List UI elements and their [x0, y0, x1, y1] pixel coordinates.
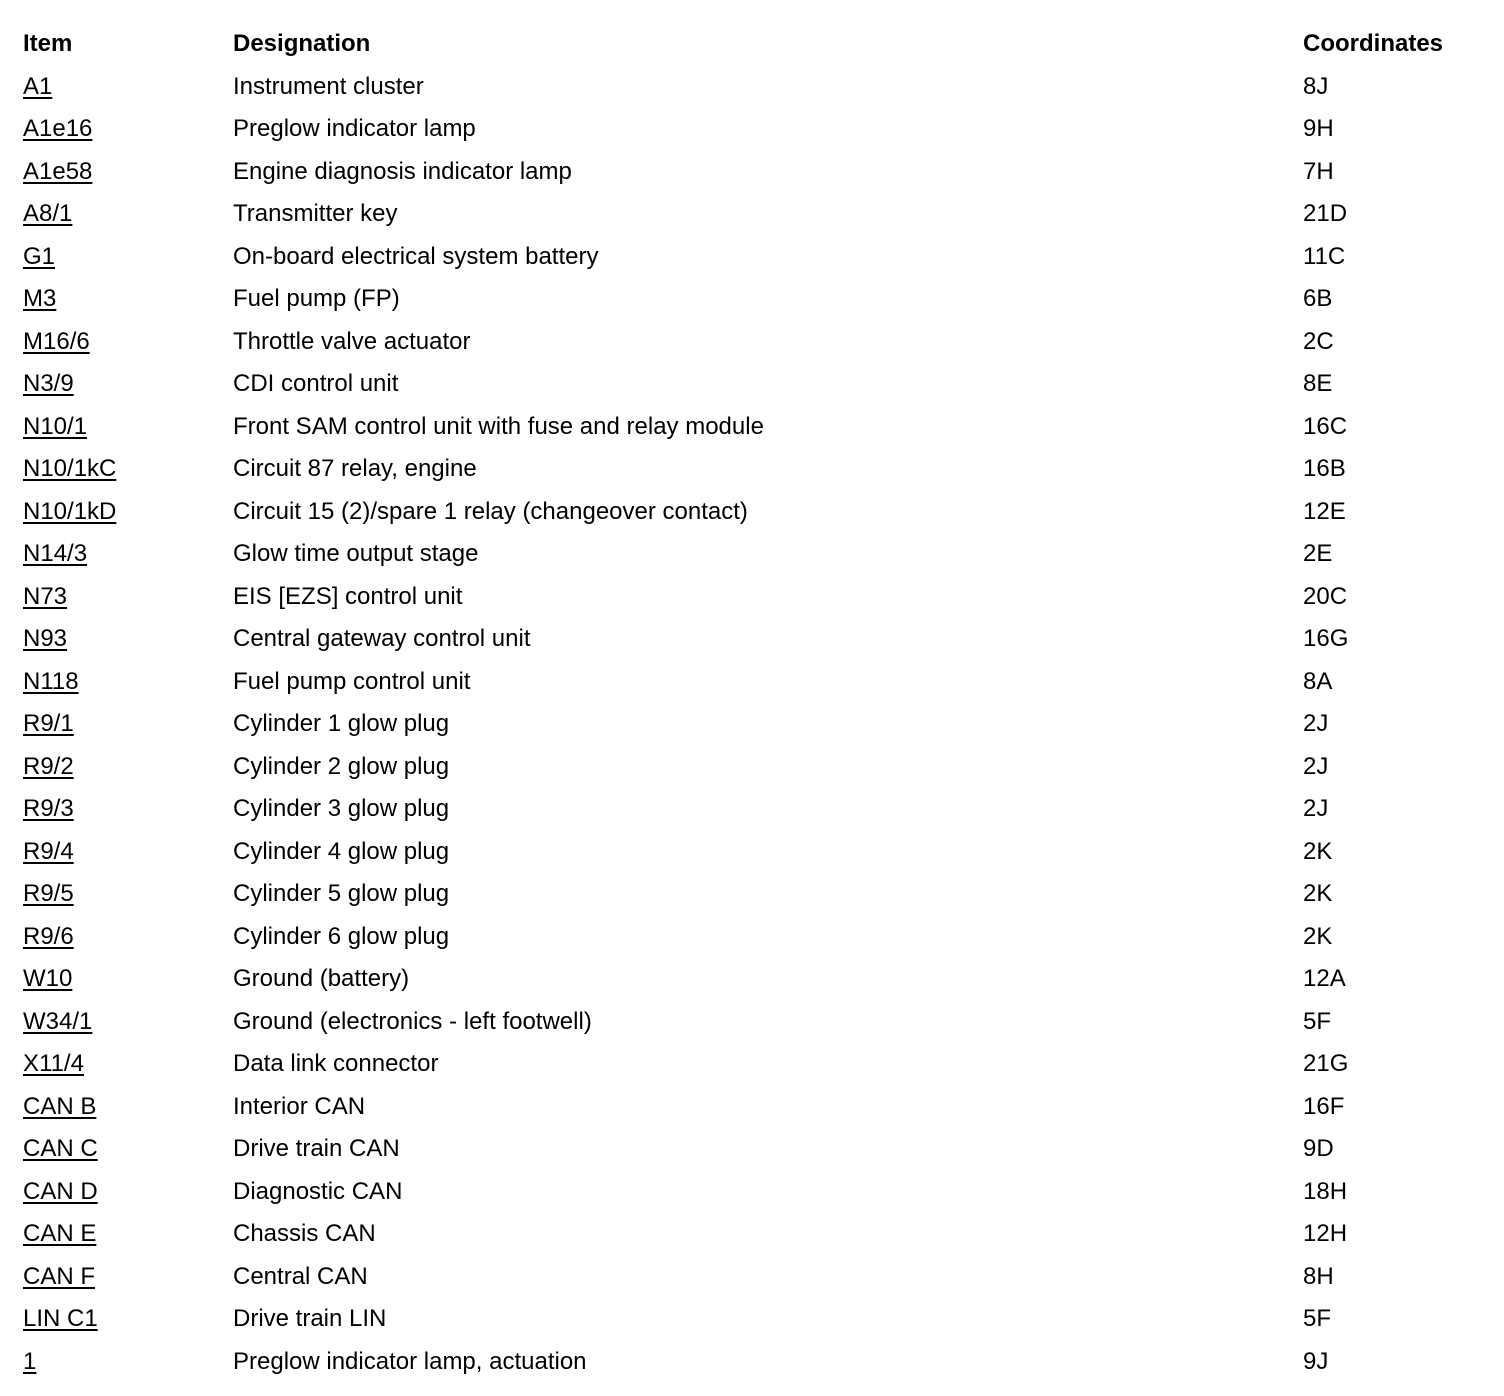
item-link[interactable]: CAN F	[23, 1262, 95, 1290]
coordinates-cell: 2K	[1303, 837, 1333, 865]
designation-cell: On-board electrical system battery	[233, 242, 599, 270]
item-link[interactable]: CAN C	[23, 1135, 98, 1162]
table-row	[0, 830, 1504, 873]
item-link[interactable]: R9/2	[23, 752, 74, 780]
item-link[interactable]: R9/5	[23, 880, 74, 907]
item-cell	[23, 1000, 92, 1044]
designation-cell: Transmitter key	[233, 200, 398, 227]
table-row	[0, 405, 1504, 448]
table-row	[0, 617, 1504, 660]
item-link[interactable]: N3/9	[23, 370, 74, 397]
table-row	[0, 872, 1504, 915]
designation-cell: Preglow indicator lamp, actuation	[233, 1347, 587, 1375]
designation-cell: Circuit 15 (2)/spare 1 relay (changeover contact)	[233, 497, 748, 525]
designation-cell: Cylinder 6 glow plug	[233, 922, 450, 950]
table-row	[0, 1255, 1504, 1298]
item-cell	[23, 745, 74, 789]
item-cell	[23, 277, 56, 321]
table-row	[0, 65, 1504, 108]
table-row	[0, 1127, 1504, 1170]
coordinates-cell: 9D	[1303, 1135, 1334, 1162]
coordinates-cell: 5F	[1303, 1305, 1332, 1332]
designation-cell: Central gateway control unit	[233, 625, 531, 652]
designation-cell: CDI control unit	[233, 370, 399, 397]
table-row	[0, 1170, 1504, 1213]
item-link[interactable]: M16/6	[23, 327, 90, 355]
header-item: Item	[23, 30, 73, 57]
table-row	[0, 107, 1504, 150]
designation-cell: Preglow indicator lamp	[233, 115, 476, 142]
item-link[interactable]: N93	[23, 625, 68, 652]
item-link[interactable]: CAN D	[23, 1177, 98, 1205]
item-link[interactable]: R9/3	[23, 795, 74, 822]
item-cell	[23, 150, 92, 194]
item-cell	[23, 490, 116, 534]
item-link[interactable]: A1e58	[23, 157, 93, 185]
item-cell	[23, 1255, 95, 1299]
table-row	[0, 787, 1504, 830]
coordinates-cell: 6B	[1303, 285, 1333, 312]
item-cell	[23, 1170, 98, 1214]
coordinates-cell: 2K	[1303, 922, 1333, 950]
item-link[interactable]: CAN B	[23, 1092, 97, 1120]
designation-cell: Throttle valve actuator	[233, 327, 471, 355]
coordinates-cell: 2C	[1303, 327, 1334, 355]
coordinates-cell: 8H	[1303, 1262, 1334, 1290]
designation-cell: Fuel pump control unit	[233, 667, 471, 695]
designation-cell: Cylinder 5 glow plug	[233, 880, 450, 907]
item-cell	[23, 830, 74, 874]
item-link[interactable]: N118	[23, 667, 79, 695]
designation-cell: Cylinder 2 glow plug	[233, 752, 450, 780]
coordinates-cell: 2E	[1303, 540, 1333, 567]
item-link[interactable]: N14/3	[23, 540, 88, 567]
coordinates-cell: 2J	[1303, 710, 1329, 737]
item-link[interactable]: LIN C1	[23, 1305, 98, 1332]
table-body	[0, 65, 1504, 1383]
item-cell	[23, 702, 74, 746]
designation-cell: Front SAM control unit with fuse and relay module	[233, 412, 764, 440]
item-cell	[23, 192, 72, 236]
table-row	[0, 192, 1504, 235]
item-link[interactable]: W34/1	[23, 1007, 93, 1035]
designation-cell: Ground (battery)	[233, 965, 410, 992]
table-row	[0, 150, 1504, 193]
item-cell	[23, 1212, 96, 1256]
header-coordinates: Coordinates	[1303, 30, 1444, 57]
designation-cell: Cylinder 3 glow plug	[233, 795, 450, 822]
designation-cell: Diagnostic CAN	[233, 1177, 403, 1205]
item-cell	[23, 787, 74, 831]
table-row	[0, 1297, 1504, 1340]
designation-cell: Chassis CAN	[233, 1220, 376, 1247]
item-link[interactable]: W10	[23, 965, 73, 992]
item-cell	[23, 362, 74, 406]
designation-cell: Cylinder 4 glow plug	[233, 837, 450, 865]
designation-cell: Circuit 87 relay, engine	[233, 455, 477, 482]
coordinates-cell: 8E	[1303, 370, 1333, 397]
item-cell	[23, 660, 79, 704]
designation-cell: EIS [EZS] control unit	[233, 582, 463, 610]
designation-cell: Fuel pump (FP)	[233, 285, 400, 312]
table-row	[0, 362, 1504, 405]
item-link[interactable]: X11/4	[23, 1050, 84, 1077]
item-cell	[23, 915, 74, 959]
table-row	[0, 320, 1504, 363]
coordinates-cell: 2J	[1303, 752, 1329, 780]
item-cell	[23, 1297, 98, 1341]
item-cell	[23, 65, 52, 109]
table-row	[0, 1000, 1504, 1043]
item-link[interactable]: R9/6	[23, 922, 74, 950]
item-link[interactable]: N73	[23, 582, 68, 610]
item-cell	[23, 617, 67, 661]
designation-cell: Glow time output stage	[233, 540, 479, 567]
item-cell	[23, 107, 92, 151]
coordinates-cell: 16G	[1303, 625, 1349, 652]
header-designation: Designation	[233, 30, 371, 57]
table-row	[0, 957, 1504, 1000]
designation-cell: Ground (electronics - left footwell)	[233, 1007, 592, 1035]
designation-cell: Central CAN	[233, 1262, 368, 1290]
coordinates-cell: 20C	[1303, 582, 1348, 610]
coordinates-cell: 8J	[1303, 72, 1329, 100]
coordinates-cell: 12E	[1303, 497, 1346, 525]
component-legend-table	[0, 22, 1504, 1382]
item-link[interactable]: M3	[23, 285, 57, 312]
item-cell	[23, 872, 74, 916]
coordinates-cell: 8A	[1303, 667, 1333, 695]
table-row	[0, 1042, 1504, 1085]
coordinates-cell: 16C	[1303, 412, 1348, 440]
item-cell	[23, 1085, 96, 1129]
table-row	[0, 532, 1504, 575]
table-row	[0, 1085, 1504, 1128]
item-link[interactable]: N10/1kD	[23, 497, 117, 525]
coordinates-cell: 16F	[1303, 1092, 1345, 1120]
item-link[interactable]: A8/1	[23, 200, 73, 227]
item-cell	[23, 1042, 84, 1086]
coordinates-cell: 2K	[1303, 880, 1333, 907]
designation-cell: Drive train CAN	[233, 1135, 400, 1162]
item-link[interactable]: R9/4	[23, 837, 74, 865]
item-link[interactable]: N10/1	[23, 412, 88, 440]
item-link[interactable]: CAN E	[23, 1220, 97, 1247]
designation-cell: Engine diagnosis indicator lamp	[233, 157, 572, 185]
table-row	[0, 1340, 1504, 1383]
item-link[interactable]: 1	[23, 1347, 37, 1375]
item-link[interactable]: R9/1	[23, 710, 74, 737]
item-cell	[23, 532, 87, 576]
coordinates-cell: 2J	[1303, 795, 1329, 822]
item-cell	[23, 320, 90, 364]
coordinates-cell: 9H	[1303, 115, 1334, 142]
coordinates-cell: 18H	[1303, 1177, 1348, 1205]
table-header-row	[0, 22, 1504, 65]
table-row	[0, 745, 1504, 788]
designation-cell: Data link connector	[233, 1050, 439, 1077]
coordinates-cell: 5F	[1303, 1007, 1332, 1035]
item-cell	[23, 1127, 98, 1171]
designation-cell: Interior CAN	[233, 1092, 366, 1120]
item-cell	[23, 575, 67, 619]
coordinates-cell: 16B	[1303, 455, 1346, 482]
designation-cell: Cylinder 1 glow plug	[233, 710, 450, 737]
item-cell	[23, 957, 72, 1001]
item-cell	[23, 447, 116, 491]
item-cell	[23, 235, 55, 279]
item-link[interactable]: A1	[23, 72, 53, 100]
coordinates-cell: 21G	[1303, 1050, 1349, 1077]
table-row	[0, 575, 1504, 618]
coordinates-cell: 21D	[1303, 200, 1348, 227]
item-cell	[23, 1340, 36, 1384]
table-row	[0, 277, 1504, 320]
item-link[interactable]: A1e16	[23, 115, 93, 142]
item-link[interactable]: N10/1kC	[23, 455, 117, 482]
coordinates-cell: 7H	[1303, 157, 1334, 185]
table-row	[0, 447, 1504, 490]
coordinates-cell: 11C	[1303, 242, 1346, 270]
table-row	[0, 915, 1504, 958]
table-row	[0, 490, 1504, 533]
table-row	[0, 660, 1504, 703]
table-row	[0, 1212, 1504, 1255]
coordinates-cell: 12H	[1303, 1220, 1348, 1247]
coordinates-cell: 9J	[1303, 1347, 1329, 1375]
table-row	[0, 702, 1504, 745]
item-link[interactable]: G1	[23, 242, 56, 270]
designation-cell: Instrument cluster	[233, 72, 424, 100]
item-cell	[23, 405, 87, 449]
coordinates-cell: 12A	[1303, 965, 1346, 992]
designation-cell: Drive train LIN	[233, 1305, 387, 1332]
table-row	[0, 235, 1504, 278]
